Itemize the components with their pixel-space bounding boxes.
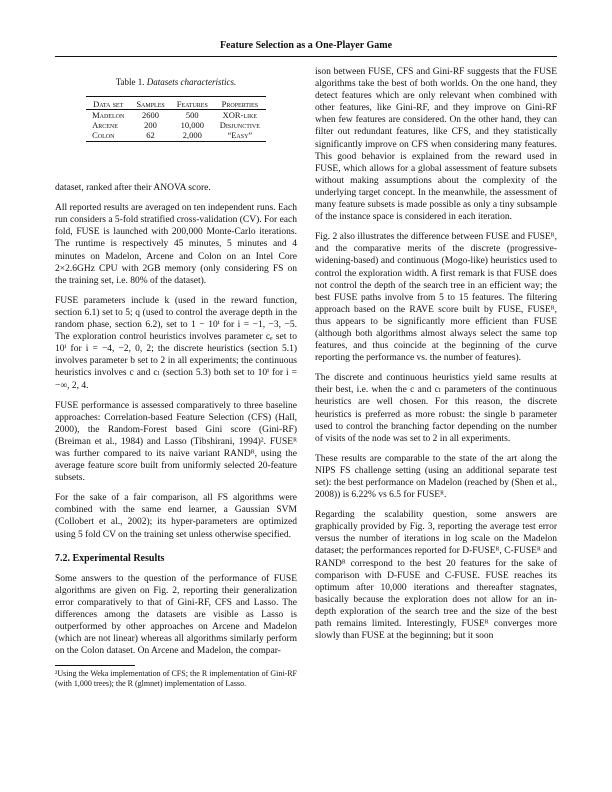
table-header-features: Features <box>171 97 214 110</box>
paragraph: All reported results are averaged on ten independent runs. Each run considers a 5-fold stratified cross-validation (CV). For each fold, FUSE is launched with 200,000 Monte-Carlo iterations. The runtime is respectively 45 minutes, 5 minutes and 4 minutes on Madelon, Arcene and Colon on an Intel Core 2×2.6GHz CPU with 2GB memory (only considering FS on the training set, i.e. 80% of the dataset). <box>55 203 297 286</box>
paragraph: ison between FUSE, CFS and Gini-RF suggests that the FUSE algorithms take the best of both worlds. On the one hand, they detect features which are only relevant when combined with other features, like Gini-RF, and they improve on Gini-RF when few features are considered. On the other hand, they can filter out redundant features, like CFS, and they statistically significantly improve on CFS when considering many features. This good behavior is explained from the reward used in FUSE, which allows for a global assessment of feature subsets without making assumptions about the complexity of the underlying target concept. In the meanwhile, the assessment of many feature subsets is made possible as only a tiny subsample of the instance space is considered in each iteration. <box>315 67 557 223</box>
table-cell-properties: XOR-like <box>222 110 258 121</box>
paragraph: FUSE performance is assessed comparatively to three baseline approaches: Correlation-based Feature Selection (CFS) (Hall, 2000), the Random-Forest based Gini score (Gini-RF) (Breiman et al., 1984) and Lasso (Tibshirani, 1994)². FUSEᴿ was further compared to its naive variant RANDᴿ, using the average feature score built from uniformly selected 20-feature subsets. <box>55 400 297 484</box>
table-caption-label: Table 1. <box>115 77 145 87</box>
table-cell-properties: Disjunctive <box>219 120 260 131</box>
left-column <box>55 66 297 689</box>
table-cell-features: 10,000 <box>180 120 204 131</box>
table-cell-name: Colon <box>86 130 130 142</box>
paragraph: The discrete and continuous heuristics yield same results at their best, i.e. when the c and cₗ parameters of the continuous heuristics are well chosen. For this reason, the discrete heuristics is preferred as more robust: the single b parameter used to control the branching factor depending on the number of visits of the node was set to 2 in all experiments. <box>315 373 557 444</box>
right-column <box>315 66 557 650</box>
paragraph: Regarding the scalability question, some answers are graphically provided by Fig. 3, reporting the average test error versus the number of iterations in log scale on the Madelon dataset; the performances reported for D-FUSEᴿ, C-FUSEᴿ and RANDᴿ correspond to the best 20 features for the sake of comparison with D-FUSE and C-FUSE. FUSE reaches its optimum after 10,000 iterations and thereafter stagnates, basically because the exploration does not allow for an in-depth exploration of the search tree and the size of the best path remains limited. Interestingly, FUSEᴿ converges more slowly than FUSE at the beginning; but it soon <box>315 510 557 642</box>
header-rule <box>55 56 557 57</box>
table-spacer <box>55 142 297 182</box>
table-header-properties: Properties <box>214 97 266 110</box>
table-row <box>86 110 266 121</box>
running-header: Feature Selection as a One-Player Game <box>219 40 393 51</box>
table-cell-features: 500 <box>185 110 199 121</box>
table-cell-samples: 2600 <box>142 110 160 121</box>
table-header-samples: Samples <box>130 97 170 110</box>
paragraph: dataset, ranked after their ANOVA score. <box>55 183 211 194</box>
table-cell-samples: 200 <box>144 120 157 131</box>
footnote: ²Using the Weka implementation of CFS; the R implementation of Gini-RF (with 1,000 trees); the R (glmnet) implementation of Lasso. <box>55 669 297 689</box>
paragraph: Some answers to the question of the performance of FUSE algorithms are given on Fig. 2, reporting their generalization error comparatively to that of Gini-RF, CFS and Lasso. The differences among the datasets are visible as Lasso is outperformed by other approaches on Arcene and Madelon (which are not linear) whereas all algorithms similarly perform on the Colon dataset. On Arcene and Madelon, the compar- <box>55 573 297 657</box>
footnote-rule <box>55 665 135 666</box>
table-cell-name: Arcene <box>92 120 118 131</box>
table-caption <box>55 76 297 88</box>
table-cell-name: Madelon <box>92 110 125 121</box>
section-heading: 7.2. Experimental Results <box>55 552 165 564</box>
table-row <box>86 130 266 142</box>
paragraph: Fig. 2 also illustrates the difference between FUSE and FUSEᴿ, and the comparative merits of the discrete (progressive-widening-based) and continuous (Mogo-like) heuristics used to control the exploration width. A first remark is that FUSE does not control the depth of the search tree in an efficient way; the best FUSE paths involve from 5 to 15 features. The filtering approach based on the RAVE score built by FUSE, FUSEᴿ, thus appears to be significantly more efficient than FUSE (although both algorithms almost always select the same top features, and thus coincide at the beginning of the curve reporting the performance vs. the number of features). <box>315 232 557 364</box>
table-caption-text: Datasets characteristics. <box>146 77 237 87</box>
datasets-table <box>86 96 266 142</box>
table-cell-features: 2,000 <box>171 130 214 142</box>
table-header-dataset: Data set <box>86 97 130 110</box>
table-cell-samples: 62 <box>130 130 170 142</box>
paragraph: FUSE parameters include k (used in the reward function, section 6.1) set to 5; q (used to control the average depth in the random phase, section 6.2), set to 1 − 10ⁱ for i = −1, −3, −5. The exploration control heuristics involves parameter cₑ set to 10ⁱ for i = −4, −2, 0, 2; the discrete heuristics (section 5.1) involves parameter b set to 2 in all experiments; the continuous heuristics involves c and cₗ (section 5.3) both set to 10ⁱ for i = −∞, 2, 4. <box>55 295 297 391</box>
table-row <box>86 120 266 130</box>
paragraph: These results are comparable to the state of the art along the NIPS FS challenge setting (using an additional separate test set): the best performance on Madelon (reached by (Shen et al., 2008)) is 6.22% vs 6.5 for FUSEᴿ. <box>315 453 557 501</box>
paragraph: For the sake of a fair comparison, all FS algorithms were combined with the same end learner, a Gaussian SVM (Collobert et al., 2002); its hyper-parameters are optimized using 5 fold CV on the training set unless otherwise specified. <box>55 493 297 540</box>
table-cell-properties: “Easy” <box>214 130 266 142</box>
